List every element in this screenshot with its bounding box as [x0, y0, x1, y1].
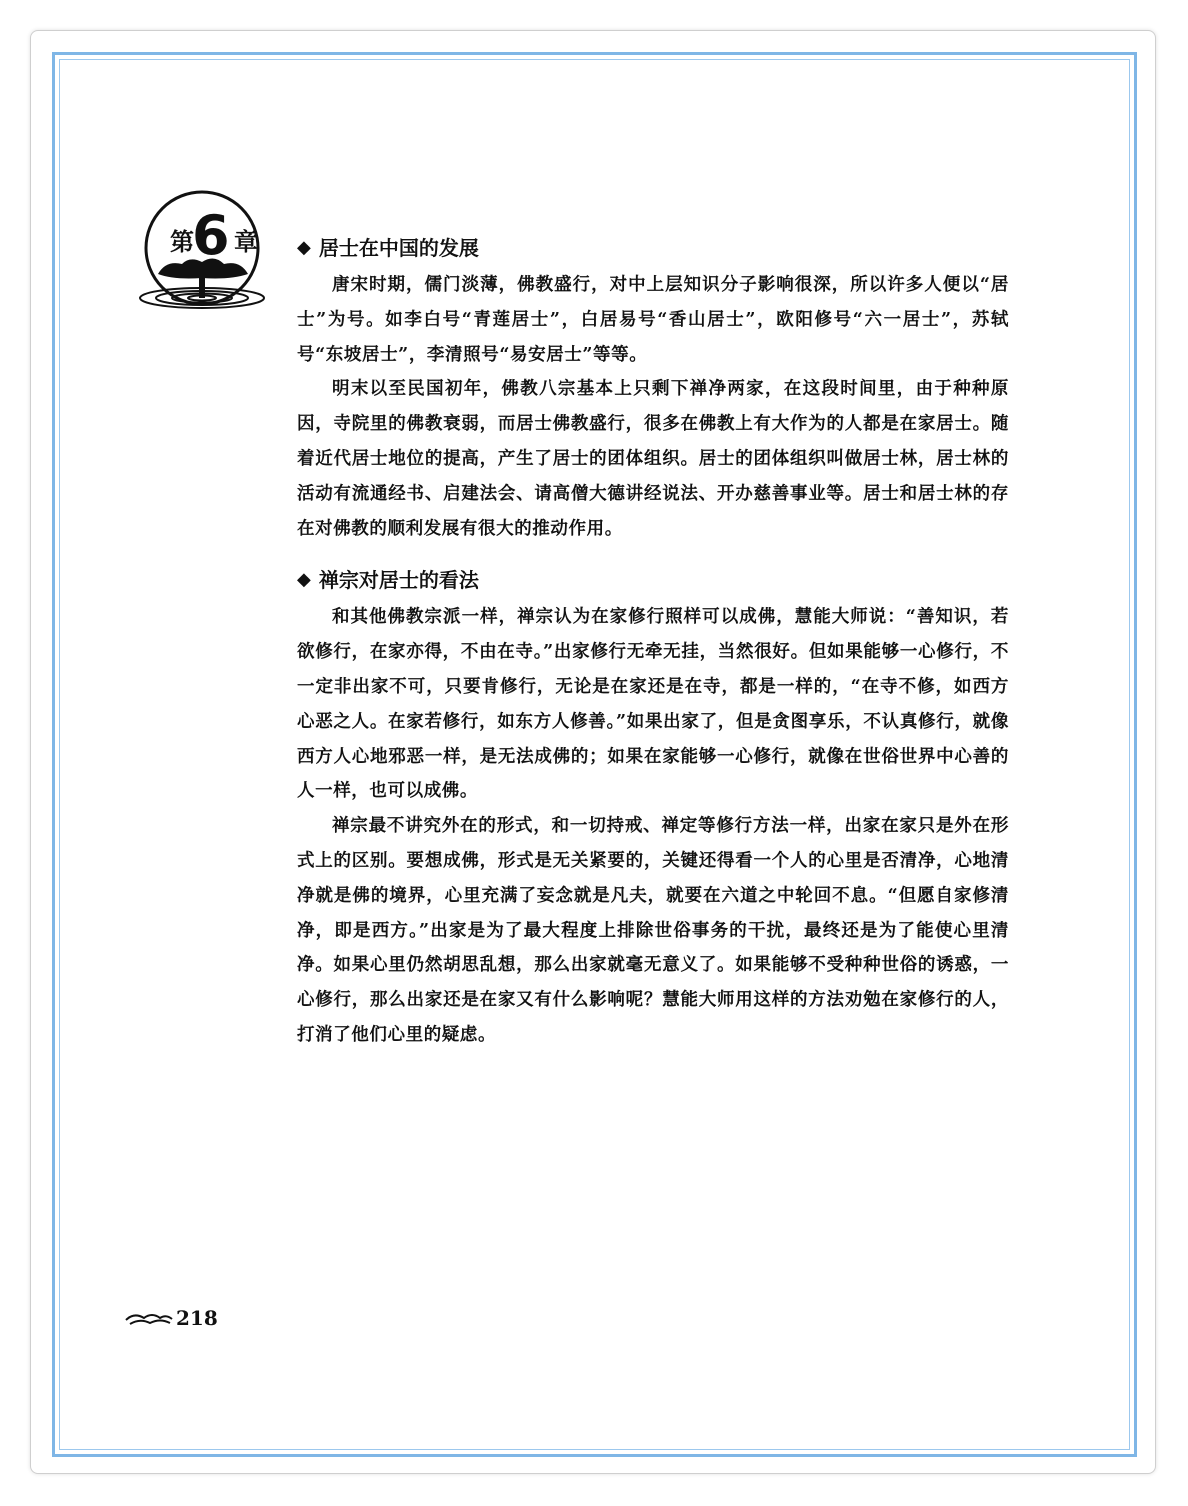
section-heading-1	[297, 228, 1009, 268]
chapter-number: 6	[192, 204, 230, 267]
diamond-bullet-icon: ◆	[297, 569, 311, 591]
chapter-suffix: 章	[234, 228, 258, 256]
paragraph: 明末以至民国初年，佛教八宗基本上只剩下禅净两家，在这段时间里，由于种种原因，寺院里的佛教衰弱，而居士佛教盛行，很多在佛教上有大作为的人都是在家居士。随着近代居士地位的提高，产生了居士的团体组织。居士的团体组织叫做居士林，居士林的活动有流通经书、启建法会、请高僧大德讲经说法、开办慈善事业等。居士和居士林的存在对佛教的顺利发展有很大的推动作用。	[297, 379, 1009, 539]
chapter-badge	[130, 178, 280, 328]
section-heading-text: 居士在中国的发展	[318, 236, 479, 260]
section-heading-text: 禅宗对居士的看法	[318, 568, 479, 593]
page-footer	[124, 1306, 218, 1330]
page-number: 218	[176, 1306, 218, 1330]
main-content	[297, 228, 1009, 1053]
chapter-prefix: 第	[170, 228, 194, 256]
diamond-bullet-icon: ◆	[297, 237, 311, 258]
cloud-ornament-icon	[124, 1308, 174, 1328]
chapter-emblem-icon	[130, 178, 280, 328]
paragraph: 和其他佛教宗派一样，禅宗认为在家修行照样可以成佛，慧能大师说：“善知识，若欲修行，在家亦得，不由在寺。”出家修行无牵无挂，当然很好。但如果能够一心修行，不一定非出家不可，只要肯修行，无论是在家还是在寺，都是一样的，“在寺不修，如西方心恶之人。在家若修行，如东方人修善。”如果出家了，但是贪图享乐，不认真修行，就像西方人心地邪恶一样，是无法成佛的；如果在家能够一心修行，就像在世俗世界中心善的人一样，也可以成佛。	[297, 607, 1009, 802]
paragraph: 禅宗最不讲究外在的形式，和一切持戒、禅定等修行方法一样，出家在家只是外在形式上的区别。要想成佛，形式是无关紧要的，关键还得看一个人的心里是否清净，心地清净就是佛的境界，心里充满了妄念就是凡夫，就要在六道之中轮回不息。“但愿自家修清净，即是西方。”出家是为了最大程度上排除世俗事务的干扰，最终还是为了能使心里清净。如果心里仍然胡思乱想，那么出家就毫无意义了。如果能够不受种种世俗的诱惑，一心修行，那么出家还是在家又有什么影响呢？慧能大师用这样的方法劝勉在家修行的人，打消了他们心里的疑虑。	[297, 816, 1009, 1045]
section-heading-2	[297, 560, 1009, 600]
paragraph: 唐宋时期，儒门淡薄，佛教盛行，对中上层知识分子影响很深，所以许多人便以“居士”为号。如李白号“青莲居士”，白居易号“香山居士”，欧阳修号“六一居士”，苏轼号“东坡居士”，李清照号“易安居士”等等。	[297, 275, 1009, 365]
